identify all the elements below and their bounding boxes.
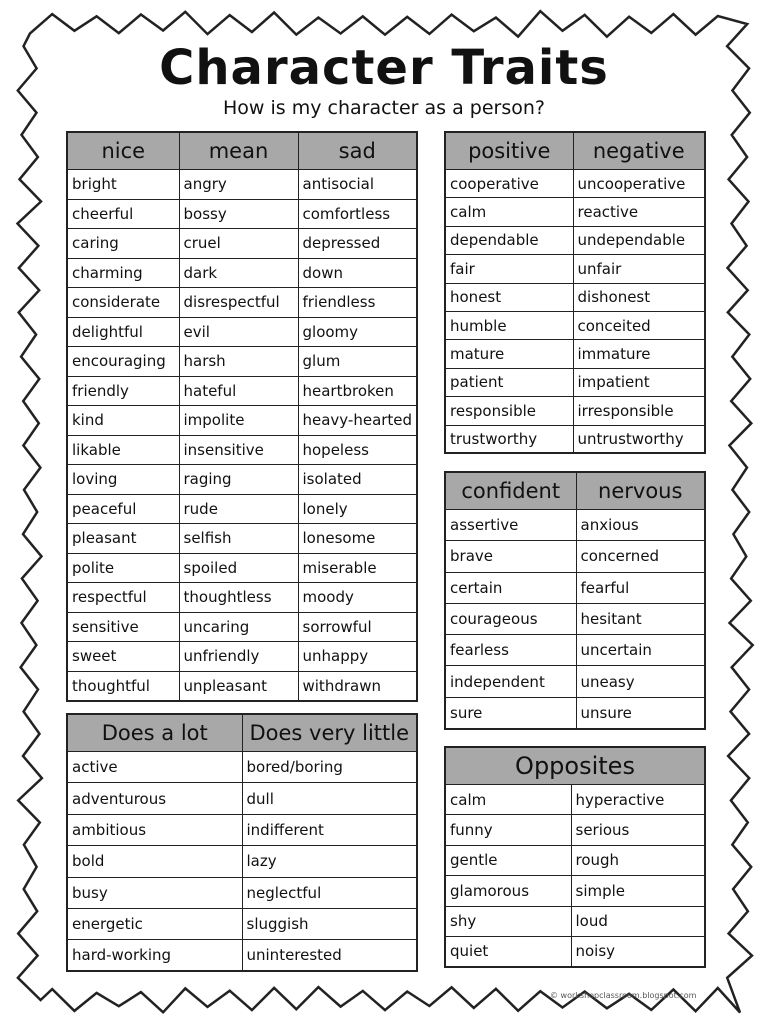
trait-cell: withdrawn xyxy=(298,671,417,701)
table-row xyxy=(445,340,705,368)
trait-cell: hard-working xyxy=(67,940,242,971)
trait-cell: simple xyxy=(571,876,705,906)
table-row xyxy=(67,435,417,465)
trait-cell: patient xyxy=(445,368,573,396)
trait-cell: uncaring xyxy=(179,612,298,642)
trait-cell: disrespectful xyxy=(179,288,298,318)
table-header-row xyxy=(445,132,705,170)
trait-cell: bright xyxy=(67,170,179,200)
trait-cell: shy xyxy=(445,906,571,936)
table-row xyxy=(445,906,705,936)
trait-cell: comfortless xyxy=(298,199,417,229)
table-row xyxy=(67,524,417,554)
table-row xyxy=(67,908,417,939)
table-row xyxy=(67,494,417,524)
trait-cell: funny xyxy=(445,815,571,845)
does-a-lot-table xyxy=(66,713,418,972)
trait-cell: uncertain xyxy=(576,635,705,666)
table-row xyxy=(445,170,705,198)
table-row xyxy=(445,666,705,697)
trait-cell: sensitive xyxy=(67,612,179,642)
table-row xyxy=(445,283,705,311)
trait-cell: concerned xyxy=(576,541,705,572)
table-row xyxy=(67,783,417,814)
trait-cell: raging xyxy=(179,465,298,495)
nice-mean-sad-table xyxy=(66,131,418,702)
trait-cell: indifferent xyxy=(242,814,417,845)
page-subtitle: How is my character as a person? xyxy=(223,97,545,119)
table-header-row xyxy=(445,472,705,510)
trait-cell: thoughtful xyxy=(67,671,179,701)
trait-cell: unfair xyxy=(573,255,705,283)
trait-cell: rude xyxy=(179,494,298,524)
trait-cell: rough xyxy=(571,845,705,875)
trait-cell: anxious xyxy=(576,510,705,541)
trait-cell: glum xyxy=(298,347,417,377)
trait-cell: adventurous xyxy=(67,783,242,814)
trait-cell: hesitant xyxy=(576,603,705,634)
table-row xyxy=(67,288,417,318)
trait-cell: assertive xyxy=(445,510,576,541)
trait-cell: sweet xyxy=(67,642,179,672)
trait-cell: bossy xyxy=(179,199,298,229)
trait-cell: hateful xyxy=(179,376,298,406)
table-row xyxy=(445,603,705,634)
trait-cell: noisy xyxy=(571,936,705,966)
trait-cell: energetic xyxy=(67,908,242,939)
table-row xyxy=(445,635,705,666)
trait-cell: active xyxy=(67,752,242,783)
column-header: nervous xyxy=(576,472,705,510)
table-row xyxy=(445,397,705,425)
trait-cell: moody xyxy=(298,583,417,613)
trait-cell: responsible xyxy=(445,397,573,425)
column-header: negative xyxy=(573,132,705,170)
trait-cell: down xyxy=(298,258,417,288)
trait-cell: conceited xyxy=(573,311,705,339)
trait-cell: gloomy xyxy=(298,317,417,347)
table-row xyxy=(445,785,705,815)
column-header: Does very little xyxy=(242,714,417,752)
trait-cell: gentle xyxy=(445,845,571,875)
table-row xyxy=(67,170,417,200)
table-row xyxy=(445,368,705,396)
table-row xyxy=(445,198,705,226)
opposites-table xyxy=(444,746,706,968)
table-row xyxy=(67,752,417,783)
table-row xyxy=(67,317,417,347)
table-row xyxy=(445,311,705,339)
trait-cell: thoughtless xyxy=(179,583,298,613)
trait-cell: reactive xyxy=(573,198,705,226)
trait-cell: miserable xyxy=(298,553,417,583)
trait-cell: dark xyxy=(179,258,298,288)
trait-cell: immature xyxy=(573,340,705,368)
trait-cell: likable xyxy=(67,435,179,465)
trait-cell: courageous xyxy=(445,603,576,634)
trait-cell: humble xyxy=(445,311,573,339)
trait-cell: antisocial xyxy=(298,170,417,200)
column-header: mean xyxy=(179,132,298,170)
trait-cell: insensitive xyxy=(179,435,298,465)
page-title: Character Traits xyxy=(159,40,609,96)
table-row xyxy=(67,877,417,908)
trait-cell: evil xyxy=(179,317,298,347)
trait-cell: angry xyxy=(179,170,298,200)
copyright-credit: © workshopclassroom.blogspot.com xyxy=(550,991,697,1000)
trait-cell: unpleasant xyxy=(179,671,298,701)
trait-cell: bold xyxy=(67,846,242,877)
trait-cell: trustworthy xyxy=(445,425,573,453)
table-header-row xyxy=(67,714,417,752)
trait-cell: hopeless xyxy=(298,435,417,465)
trait-cell: cruel xyxy=(179,229,298,259)
table-row xyxy=(445,255,705,283)
table-row xyxy=(445,425,705,453)
trait-cell: delightful xyxy=(67,317,179,347)
trait-cell: respectful xyxy=(67,583,179,613)
table-row xyxy=(445,815,705,845)
trait-cell: cooperative xyxy=(445,170,573,198)
trait-cell: heavy-hearted xyxy=(298,406,417,436)
trait-cell: kind xyxy=(67,406,179,436)
table-row xyxy=(67,612,417,642)
trait-cell: unfriendly xyxy=(179,642,298,672)
trait-cell: depressed xyxy=(298,229,417,259)
trait-cell: pleasant xyxy=(67,524,179,554)
table-header-row xyxy=(67,132,417,170)
confident-nervous-table xyxy=(444,471,706,730)
column-header: nice xyxy=(67,132,179,170)
trait-cell: uneasy xyxy=(576,666,705,697)
column-header: confident xyxy=(445,472,576,510)
trait-cell: fair xyxy=(445,255,573,283)
trait-cell: dull xyxy=(242,783,417,814)
trait-cell: uninterested xyxy=(242,940,417,971)
trait-cell: untrustworthy xyxy=(573,425,705,453)
trait-cell: sluggish xyxy=(242,908,417,939)
table-row xyxy=(67,406,417,436)
table-row xyxy=(445,697,705,728)
table-row xyxy=(67,642,417,672)
trait-cell: heartbroken xyxy=(298,376,417,406)
column-header: positive xyxy=(445,132,573,170)
trait-cell: lazy xyxy=(242,846,417,877)
trait-cell: polite xyxy=(67,553,179,583)
table-row xyxy=(67,376,417,406)
trait-cell: mature xyxy=(445,340,573,368)
table-row xyxy=(445,936,705,966)
trait-cell: glamorous xyxy=(445,876,571,906)
trait-cell: undependable xyxy=(573,226,705,254)
trait-cell: isolated xyxy=(298,465,417,495)
trait-cell: certain xyxy=(445,572,576,603)
trait-cell: neglectful xyxy=(242,877,417,908)
trait-cell: dependable xyxy=(445,226,573,254)
trait-cell: calm xyxy=(445,785,571,815)
trait-cell: unhappy xyxy=(298,642,417,672)
trait-cell: peaceful xyxy=(67,494,179,524)
trait-cell: impatient xyxy=(573,368,705,396)
trait-cell: encouraging xyxy=(67,347,179,377)
trait-cell: unsure xyxy=(576,697,705,728)
trait-cell: charming xyxy=(67,258,179,288)
column-header: sad xyxy=(298,132,417,170)
table-row xyxy=(67,229,417,259)
table-row xyxy=(67,258,417,288)
trait-cell: loud xyxy=(571,906,705,936)
table-row xyxy=(67,199,417,229)
trait-cell: fearless xyxy=(445,635,576,666)
trait-cell: quiet xyxy=(445,936,571,966)
table-row xyxy=(67,553,417,583)
column-header: Opposites xyxy=(445,747,705,785)
trait-cell: fearful xyxy=(576,572,705,603)
column-header: Does a lot xyxy=(67,714,242,752)
trait-cell: friendless xyxy=(298,288,417,318)
positive-negative-table xyxy=(444,131,706,454)
trait-cell: impolite xyxy=(179,406,298,436)
trait-cell: ambitious xyxy=(67,814,242,845)
trait-cell: friendly xyxy=(67,376,179,406)
table-row xyxy=(67,814,417,845)
table-row xyxy=(67,583,417,613)
table-row xyxy=(445,226,705,254)
table-row xyxy=(67,846,417,877)
trait-cell: irresponsible xyxy=(573,397,705,425)
trait-cell: caring xyxy=(67,229,179,259)
trait-cell: hyperactive xyxy=(571,785,705,815)
trait-cell: spoiled xyxy=(179,553,298,583)
table-row xyxy=(445,572,705,603)
trait-cell: considerate xyxy=(67,288,179,318)
trait-cell: lonely xyxy=(298,494,417,524)
trait-cell: selfish xyxy=(179,524,298,554)
trait-cell: serious xyxy=(571,815,705,845)
trait-cell: sorrowful xyxy=(298,612,417,642)
trait-cell: cheerful xyxy=(67,199,179,229)
trait-cell: calm xyxy=(445,198,573,226)
table-row xyxy=(445,510,705,541)
trait-cell: sure xyxy=(445,697,576,728)
table-header-row xyxy=(445,747,705,785)
trait-cell: busy xyxy=(67,877,242,908)
trait-cell: independent xyxy=(445,666,576,697)
table-row xyxy=(67,671,417,701)
trait-cell: dishonest xyxy=(573,283,705,311)
table-row xyxy=(445,845,705,875)
trait-cell: harsh xyxy=(179,347,298,377)
table-row xyxy=(445,541,705,572)
trait-cell: brave xyxy=(445,541,576,572)
table-row xyxy=(67,465,417,495)
trait-cell: honest xyxy=(445,283,573,311)
trait-cell: lonesome xyxy=(298,524,417,554)
table-row xyxy=(67,347,417,377)
table-row xyxy=(67,940,417,971)
trait-cell: bored/boring xyxy=(242,752,417,783)
trait-cell: loving xyxy=(67,465,179,495)
trait-cell: uncooperative xyxy=(573,170,705,198)
table-row xyxy=(445,876,705,906)
